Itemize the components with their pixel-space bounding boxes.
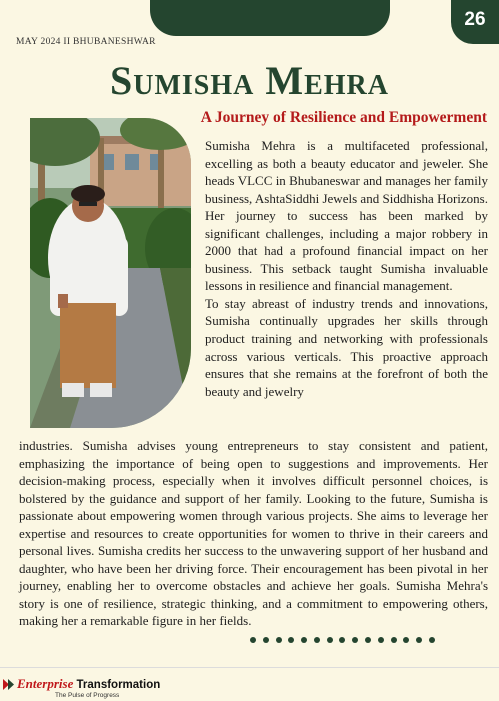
separator-dot [429, 637, 435, 643]
article-title: Sumisha Mehra [109, 58, 389, 103]
separator-dot [365, 637, 371, 643]
logo-word-enterprise: Enterprise [17, 676, 74, 691]
logo-tagline: The Pulse of Progress [55, 692, 120, 699]
separator-dot [327, 637, 333, 643]
logo-mark-icon [3, 679, 15, 690]
separator-dot [263, 637, 269, 643]
publication-logo [3, 677, 203, 701]
paragraph-skills: To stay abreast of industry trends and innovations, Sumisha continually upgrades her skills through product training and networking with professionals across various verticals. This proactive approach ensures that she remains at the forefront of both the beauty and jewelry [205, 295, 488, 399]
separator-dot [391, 637, 397, 643]
footer-divider [0, 667, 499, 668]
separator-dot [276, 637, 282, 643]
logo-word-transformation: Transformation [76, 679, 161, 691]
paragraph-intro: Sumisha Mehra is a multifaceted professional, excelling as both a beauty educator and jeweler. She heads VLCC in Bhubaneswar and manages her family business, AshtaSiddhi Jewels and Siddhisha Horizons. Her journey to success has been marked by significant challenges, including a major robbery in 2000 that had a profound financial impact on her business. This setback taught Sumisha invaluable lessons in resilience and financial management. [205, 138, 488, 294]
separator-dot [416, 637, 422, 643]
separator-dot [314, 637, 320, 643]
separator-dot [301, 637, 307, 643]
portrait-photo [30, 118, 191, 428]
article-subtitle: A Journey of Resilience and Empowerment [200, 109, 487, 126]
page-number-badge: 26 [451, 0, 499, 44]
separator-dot [339, 637, 345, 643]
separator-dot [288, 637, 294, 643]
separator-dot [378, 637, 384, 643]
portrait-illustration [30, 118, 191, 428]
article-column-text [205, 137, 488, 400]
separator-dot [403, 637, 409, 643]
logo-wordmark [17, 677, 160, 692]
separator-dot [250, 637, 256, 643]
dateline: MAY 2024 II BHUBANESHWAR [16, 37, 156, 47]
article-full-width-text: industries. Sumisha advises young entrepreneurs to stay consistent and patient, emphasizing the importance of being open to suggestions and improvements. Her decision-making process, especially when it involves difficult personnel choices, is bolstered by the guidance and support of her family. Looking to the future, Sumisha is passionate about empowering women through various projects. She aims to leverage her expertise and resources to create opportunities for women to thrive in their careers and personal lives. Sumisha credits her success to the unwavering support of her husband and daughter, who have been her driving force. Their encouragement has been pivotal in her journey, enabling her to overcome obstacles and achieve her goals. Sumisha Mehra's story is one of resilience, strategic thinking, and a commitment to empowering others, making her a remarkable figure in her fields. [19, 438, 488, 629]
separator-dots [250, 633, 435, 647]
header-tab-decoration [150, 0, 390, 36]
separator-dot [352, 637, 358, 643]
